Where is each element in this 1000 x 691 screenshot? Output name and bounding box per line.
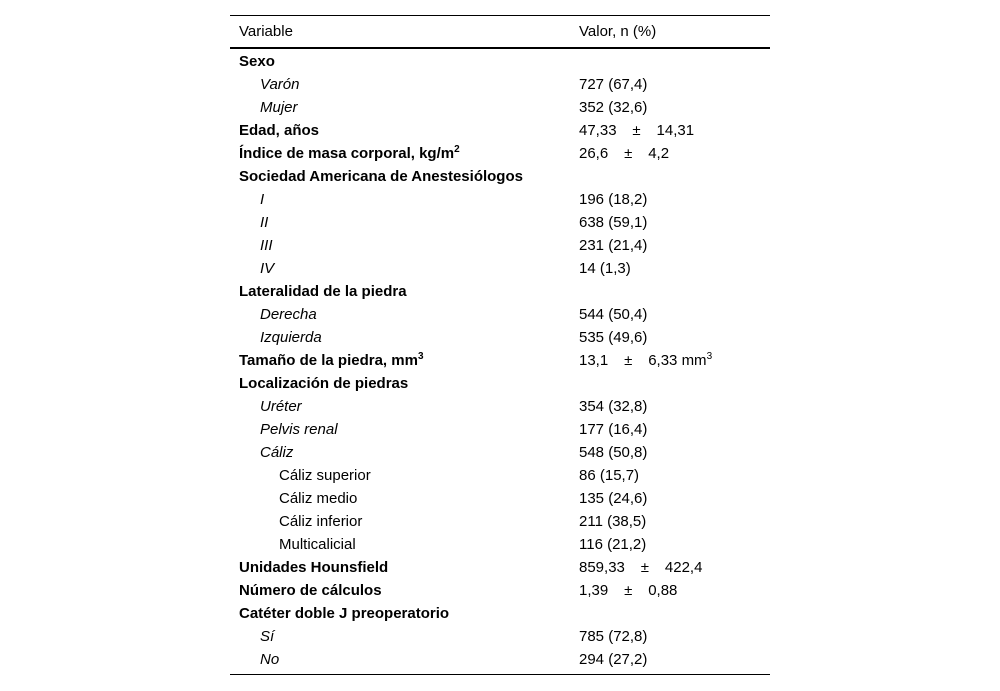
row-label-text: Localización de piedras xyxy=(239,375,409,392)
plus-minus-sign: ± xyxy=(624,352,633,369)
row-label-text: Sociedad Americana de Anestesiólogos xyxy=(239,168,523,185)
row-label xyxy=(230,536,579,553)
row-value xyxy=(579,214,647,231)
row-label-text: Edad, años xyxy=(239,122,320,139)
row-label-text: I xyxy=(260,191,265,208)
row-label xyxy=(230,628,579,645)
row-label-text: Varón xyxy=(260,76,300,93)
row-label-text: Cáliz inferior xyxy=(279,513,363,530)
count-percent-value: 116 (21,2) xyxy=(579,536,647,553)
mean-value: 859,33 xyxy=(579,559,625,576)
row-label-text: Pelvis renal xyxy=(260,421,338,438)
table-row xyxy=(230,510,770,533)
count-percent-value: 231 (21,4) xyxy=(579,237,648,254)
row-label-text: Derecha xyxy=(260,306,317,323)
row-label-text: Multicalicial xyxy=(279,536,356,553)
table-row xyxy=(230,211,770,234)
row-label xyxy=(230,513,579,530)
plus-minus-sign: ± xyxy=(640,559,649,576)
table-row xyxy=(230,303,770,326)
sd-value: 0,88 xyxy=(648,582,678,599)
table-row xyxy=(230,602,770,625)
table-row xyxy=(230,165,770,188)
row-value xyxy=(579,398,647,415)
table-row xyxy=(230,234,770,257)
mean-value: 1,39 xyxy=(579,582,609,599)
row-label xyxy=(230,145,579,162)
table-row xyxy=(230,280,770,303)
count-percent-value: 352 (32,6) xyxy=(579,99,648,116)
sd-value: 4,2 xyxy=(648,145,670,162)
count-percent-value: 727 (67,4) xyxy=(579,76,648,93)
row-label xyxy=(230,260,579,277)
count-percent-value: 14 (1,3) xyxy=(579,260,631,277)
row-label xyxy=(230,329,579,346)
row-label-text: Tamaño de la piedra, mm xyxy=(239,352,418,369)
row-label xyxy=(230,651,579,668)
label-superscript: 2 xyxy=(454,144,460,155)
row-label xyxy=(230,76,579,93)
row-label-text: Mujer xyxy=(260,99,298,116)
row-value xyxy=(579,628,647,645)
row-value xyxy=(579,467,639,484)
table-row xyxy=(230,142,770,165)
table-row xyxy=(230,556,770,579)
row-label xyxy=(230,398,579,415)
row-value xyxy=(579,513,646,530)
row-value xyxy=(579,260,631,277)
row-label-text: Izquierda xyxy=(260,329,322,346)
count-percent-value: 196 (18,2) xyxy=(579,191,648,208)
table-row xyxy=(230,50,770,73)
row-value xyxy=(579,352,712,369)
sd-value: 6,33 mm xyxy=(648,352,707,369)
count-percent-value: 294 (27,2) xyxy=(579,651,648,668)
row-label xyxy=(230,444,579,461)
row-value xyxy=(579,306,647,323)
row-value xyxy=(579,99,647,116)
row-label xyxy=(230,375,579,392)
row-value xyxy=(579,582,677,599)
label-superscript: 3 xyxy=(417,351,424,362)
row-label xyxy=(230,53,579,70)
table-row xyxy=(230,579,770,602)
row-label xyxy=(230,191,579,208)
count-percent-value: 177 (16,4) xyxy=(579,421,648,438)
mean-value: 13,1 xyxy=(579,352,609,369)
row-label-text: II xyxy=(260,214,269,231)
table-row xyxy=(230,625,770,648)
mean-value: 47,33 xyxy=(579,122,617,139)
row-value xyxy=(579,559,702,576)
row-label-text: No xyxy=(260,651,280,668)
row-value xyxy=(579,490,647,507)
count-percent-value: 535 (49,6) xyxy=(579,329,648,346)
row-label xyxy=(230,421,579,438)
count-percent-value: 211 (38,5) xyxy=(579,513,647,530)
header-variable: Variable xyxy=(239,23,293,40)
row-value xyxy=(579,145,669,162)
row-label xyxy=(230,306,579,323)
count-percent-value: 785 (72,8) xyxy=(579,628,648,645)
row-label xyxy=(230,214,579,231)
row-label-text: Cáliz medio xyxy=(279,490,358,507)
table-row xyxy=(230,372,770,395)
row-label-text: Unidades Hounsfield xyxy=(239,559,389,576)
sd-value: 14,31 xyxy=(656,122,695,139)
row-label-text: III xyxy=(260,237,273,254)
count-percent-value: 548 (50,8) xyxy=(579,444,648,461)
table-row xyxy=(230,441,770,464)
plus-minus-sign: ± xyxy=(624,582,633,599)
row-value xyxy=(579,651,647,668)
row-label xyxy=(230,559,579,576)
table-row xyxy=(230,533,770,556)
table-row xyxy=(230,464,770,487)
table-body xyxy=(230,49,770,674)
data-table xyxy=(230,15,770,675)
row-label xyxy=(230,237,579,254)
row-label xyxy=(230,605,579,622)
count-percent-value: 86 (15,7) xyxy=(579,467,640,484)
row-value xyxy=(579,444,647,461)
row-value xyxy=(579,329,647,346)
row-value xyxy=(579,536,646,553)
row-label xyxy=(230,283,579,300)
row-label-text: Cáliz xyxy=(260,444,294,461)
row-label-text: Número de cálculos xyxy=(239,582,382,599)
table-row xyxy=(230,326,770,349)
count-percent-value: 638 (59,1) xyxy=(579,214,648,231)
count-percent-value: 135 (24,6) xyxy=(579,490,648,507)
table-row xyxy=(230,73,770,96)
row-label-text: Índice de masa corporal, kg/m xyxy=(239,145,455,162)
table-row xyxy=(230,487,770,510)
row-label-text: Cáliz superior xyxy=(279,467,371,484)
row-label xyxy=(230,490,579,507)
row-value xyxy=(579,421,647,438)
table-row xyxy=(230,418,770,441)
row-value xyxy=(579,237,647,254)
row-label xyxy=(230,352,579,369)
table-row xyxy=(230,648,770,671)
row-label-text: Sexo xyxy=(239,53,275,70)
count-percent-value: 354 (32,8) xyxy=(579,398,648,415)
sd-value: 422,4 xyxy=(664,559,703,576)
row-label-text: Lateralidad de la piedra xyxy=(239,283,407,300)
row-label xyxy=(230,99,579,116)
table-row xyxy=(230,349,770,372)
row-label-text: IV xyxy=(260,260,275,277)
bottom-rule xyxy=(230,674,770,675)
row-value xyxy=(579,122,694,139)
table-row xyxy=(230,96,770,119)
table-row xyxy=(230,119,770,142)
row-label-text: Sí xyxy=(260,628,275,645)
mean-value: 26,6 xyxy=(579,145,609,162)
row-label xyxy=(230,122,579,139)
plus-minus-sign: ± xyxy=(624,145,633,162)
sd-superscript: 3 xyxy=(706,351,713,362)
row-label-text: Catéter doble J preoperatorio xyxy=(239,605,450,622)
row-value xyxy=(579,76,647,93)
row-label xyxy=(230,467,579,484)
plus-minus-sign: ± xyxy=(632,122,641,139)
row-label xyxy=(230,582,579,599)
row-label xyxy=(230,168,579,185)
count-percent-value: 544 (50,4) xyxy=(579,306,648,323)
table-row xyxy=(230,188,770,211)
header-value: Valor, n (%) xyxy=(579,23,657,40)
row-value xyxy=(579,191,647,208)
table-row xyxy=(230,257,770,280)
table-header xyxy=(230,16,770,47)
table-row xyxy=(230,395,770,418)
row-label-text: Uréter xyxy=(260,398,302,415)
